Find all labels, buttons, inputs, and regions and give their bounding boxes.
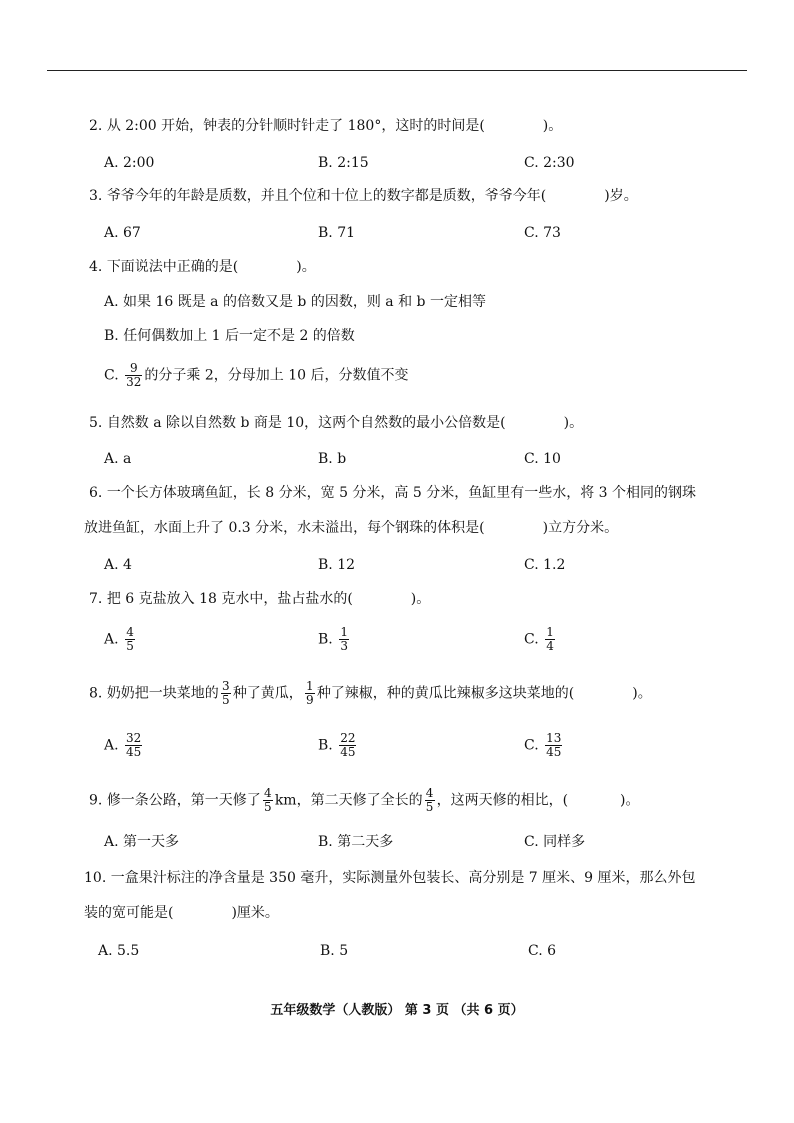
option-c[interactable]: C. 6: [528, 943, 557, 959]
option-b[interactable]: B. 12: [318, 557, 356, 573]
answer-blank[interactable]: [485, 518, 543, 532]
fraction-denominator: 5: [425, 800, 434, 814]
fraction-denominator: 32: [126, 375, 142, 389]
option-b[interactable]: [318, 626, 351, 653]
option-a[interactable]: A. a: [104, 451, 132, 467]
fraction: [339, 626, 349, 653]
fraction: [221, 680, 231, 707]
option-c[interactable]: [524, 732, 564, 759]
fraction: [305, 680, 315, 707]
fraction-denominator: 5: [126, 639, 134, 653]
option-c[interactable]: C. 同样多: [524, 834, 586, 850]
answer-blank[interactable]: [574, 684, 632, 698]
option-label: A.: [104, 737, 119, 754]
question-text-end: )。: [632, 685, 652, 702]
option-b[interactable]: B. 任何偶数加上 1 后一定不是 2 的倍数: [104, 328, 355, 344]
answer-blank[interactable]: [546, 186, 604, 200]
option-a[interactable]: A. 4: [104, 557, 132, 573]
option-c[interactable]: [524, 626, 557, 653]
question-8: [89, 680, 652, 707]
question-text: km，第二天修了全长的: [274, 792, 423, 809]
question-number: 8.: [89, 685, 103, 702]
question-10-line2: [84, 903, 279, 923]
option-c[interactable]: [104, 362, 408, 389]
fraction-numerator: 1: [305, 679, 314, 693]
option-label: B.: [318, 737, 333, 754]
question-text: 下面说法中正确的是(: [106, 259, 239, 275]
answer-blank[interactable]: [173, 903, 231, 917]
option-b[interactable]: B. b: [318, 451, 347, 467]
fraction-9-32: [125, 362, 142, 389]
fraction-denominator: 45: [340, 745, 356, 759]
option-c-text: 的分子乘 2，分母加上 10 后，分数值不变: [144, 367, 409, 384]
fraction: [263, 787, 273, 814]
fraction-denominator: 45: [546, 745, 562, 759]
question-text: 从 2:00 开始，钟表的分针顺时针走了 180°，这时的时间是(: [106, 118, 485, 134]
option-a[interactable]: [104, 732, 144, 759]
answer-blank[interactable]: [238, 257, 296, 271]
fraction-denominator: 5: [221, 693, 230, 707]
question-text: 种了黄瓜，: [232, 685, 303, 702]
question-text: 修一条公路，第一天修了: [106, 792, 261, 809]
fraction-numerator: 1: [546, 625, 554, 639]
option-c[interactable]: C. 10: [524, 451, 561, 467]
question-text: 奶奶把一块菜地的: [106, 685, 219, 702]
page-footer: 五年级数学（人教版） 第 3 页 （共 6 页）: [270, 1003, 524, 1018]
question-text: 放进鱼缸，水面上升了 0.3 分米，水未溢出，每个钢珠的体积是(: [84, 520, 485, 536]
option-label: C.: [524, 631, 539, 648]
fraction: [339, 732, 356, 759]
question-number: 4.: [89, 259, 103, 275]
question-text: 把 6 克盐放入 18 克水中，盐占盐水的(: [106, 591, 353, 607]
option-a[interactable]: A. 第一天多: [104, 834, 180, 850]
answer-blank[interactable]: [485, 116, 543, 130]
fraction: [125, 626, 135, 653]
fraction: [545, 626, 555, 653]
question-text: 装的宽可能是(: [84, 905, 174, 921]
question-number: 5.: [89, 415, 103, 431]
option-a[interactable]: A. 67: [104, 225, 141, 241]
fraction-numerator: 4: [126, 625, 134, 639]
option-b[interactable]: B. 5: [320, 943, 349, 959]
question-number: 6.: [89, 485, 103, 501]
question-2: [89, 116, 562, 136]
option-b[interactable]: [318, 732, 358, 759]
question-number: 10.: [84, 870, 107, 886]
fraction-numerator: 4: [425, 786, 434, 800]
fraction-denominator: 5: [263, 800, 272, 814]
fraction: [425, 787, 435, 814]
option-c[interactable]: C. 73: [524, 225, 561, 241]
question-number: 3.: [89, 188, 103, 204]
answer-blank[interactable]: [568, 791, 620, 805]
fraction-denominator: 4: [546, 639, 554, 653]
question-number: 7.: [89, 591, 103, 607]
fraction-numerator: 22: [340, 731, 356, 745]
fraction-denominator: 45: [126, 745, 142, 759]
question-4: [89, 257, 316, 277]
option-c-label: C.: [104, 367, 119, 384]
option-a[interactable]: A. 5.5: [98, 943, 140, 959]
header-rule: [47, 70, 747, 71]
option-b[interactable]: B. 第二天多: [318, 834, 394, 850]
option-label: C.: [524, 737, 539, 754]
fraction-numerator: 4: [263, 786, 272, 800]
question-text: 自然数 a 除以自然数 b 商是 10，这两个自然数的最小公倍数是(: [106, 415, 506, 431]
question-5: [89, 413, 583, 433]
question-text-end: )。: [410, 591, 431, 607]
fraction: [545, 732, 562, 759]
fraction-numerator: 13: [546, 731, 562, 745]
question-7: [89, 589, 430, 609]
question-text-end: )厘米。: [231, 905, 279, 921]
answer-blank[interactable]: [506, 413, 564, 427]
option-a[interactable]: [104, 626, 137, 653]
option-c[interactable]: C. 1.2: [524, 557, 566, 573]
question-text-end: )立方分米。: [542, 520, 619, 536]
fraction-denominator: 9: [305, 693, 314, 707]
option-c[interactable]: C. 2:30: [524, 155, 575, 171]
option-label: B.: [318, 631, 333, 648]
question-10: [84, 868, 696, 888]
question-text-end: )岁。: [604, 188, 638, 204]
answer-blank[interactable]: [353, 589, 411, 603]
question-text: 种了辣椒，种的黄瓜比辣椒多这块菜地的(: [316, 685, 575, 702]
question-6-line2: [84, 518, 618, 538]
fraction-denominator: 3: [340, 639, 349, 653]
question-6: [89, 483, 696, 503]
fraction-numerator: 1: [340, 625, 349, 639]
question-text: 一盒果汁标注的净含量是 350 毫升，实际测量外包装长、高分别是 7 厘米、9 厘米，那么外包: [110, 870, 696, 886]
question-text: 爷爷今年的年龄是质数，并且个位和十位上的数字都是质数，爷爷今年(: [106, 188, 547, 204]
option-label: A.: [104, 631, 119, 648]
fraction-numerator: 32: [126, 731, 142, 745]
question-text-end: )。: [563, 415, 584, 431]
fraction: [125, 732, 142, 759]
question-number: 9.: [89, 792, 103, 809]
question-text: 一个长方体玻璃鱼缸，长 8 分米，宽 5 分米，高 5 分米，鱼缸里有一些水，将 3 个相同的钢珠: [106, 485, 697, 501]
question-text: ，这两天修的相比，(: [436, 792, 569, 809]
option-b[interactable]: B. 71: [318, 225, 356, 241]
option-a[interactable]: A. 如果 16 既是 a 的倍数又是 b 的因数，则 a 和 b 一定相等: [104, 294, 486, 310]
option-b[interactable]: B. 2:15: [318, 155, 369, 171]
question-text-end: )。: [542, 118, 563, 134]
question-3: [89, 186, 638, 206]
question-text-end: )。: [296, 259, 316, 275]
fraction-numerator: 3: [221, 679, 230, 693]
question-text-end: )。: [620, 792, 640, 809]
question-9: [89, 787, 640, 814]
option-a[interactable]: A. 2:00: [104, 155, 155, 171]
question-number: 2.: [89, 118, 103, 134]
fraction-numerator: 9: [129, 361, 138, 375]
